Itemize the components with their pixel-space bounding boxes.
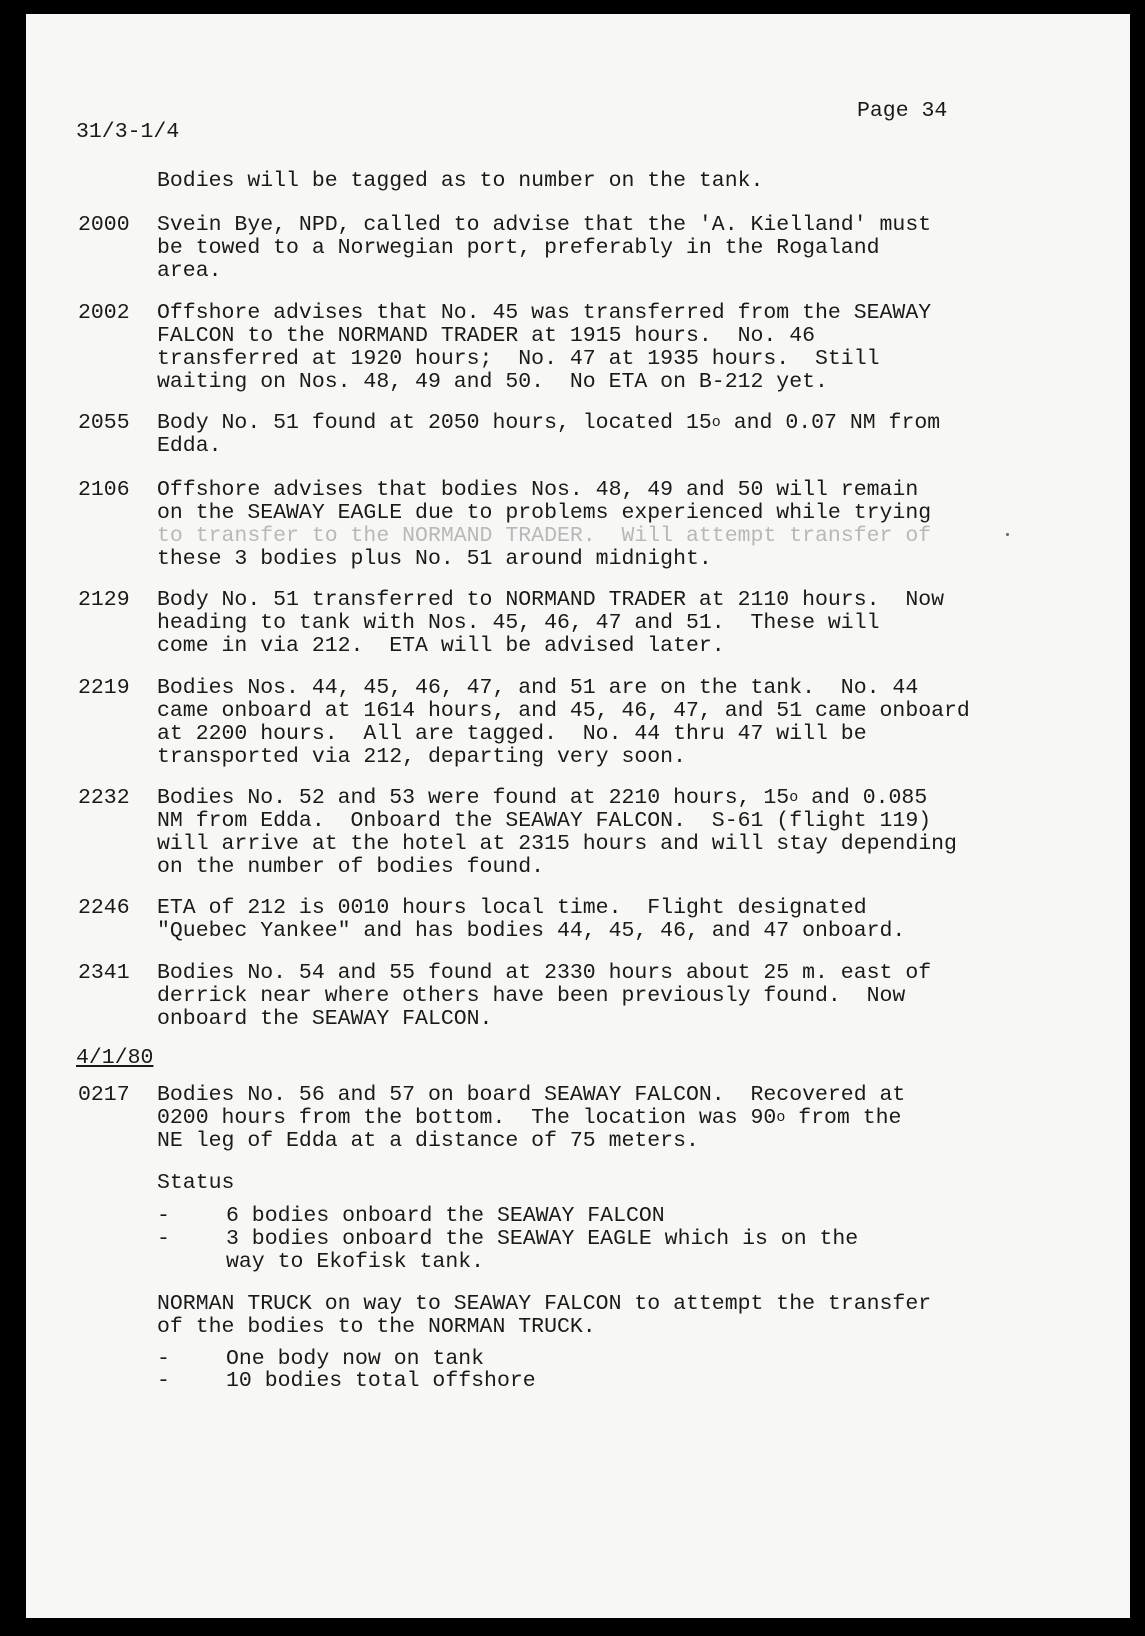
dash: - [157, 1204, 170, 1228]
text-line: "Quebec Yankee" and has bodies 44, 45, 46, and 47 onboard. [157, 919, 906, 943]
text-line: transferred at 1920 hours; No. 47 at 1935 hours. Still [157, 347, 880, 371]
text-line: be towed to a Norwegian port, preferably in the Rogaland [157, 236, 880, 260]
text-line: waiting on Nos. 48, 49 and 50. No ETA on B-212 yet. [157, 370, 828, 394]
dash: - [157, 1369, 170, 1393]
text-line: these 3 bodies plus No. 51 around midnight. [157, 547, 712, 571]
text-line: Body No. 51 transferred to NORMAND TRADER at 2110 hours. Now [157, 588, 945, 612]
entry-text [157, 479, 931, 571]
text-line: come in via 212. ETA will be advised later. [157, 634, 725, 658]
faded-text-line: to transfer to the NORMAND TRADER. Will attempt transfer of [157, 524, 932, 548]
entry-text [157, 214, 931, 283]
entry-time: 2219 [78, 676, 130, 700]
status-item [226, 1205, 665, 1228]
status-label: Status [157, 1171, 235, 1195]
text-line: on the number of bodies found. [157, 855, 545, 879]
entry-time: 0217 [78, 1083, 130, 1107]
entry-text [157, 412, 940, 458]
text-line: Offshore advises that No. 45 was transferred from the SEAWAY [157, 301, 932, 325]
text-line: Offshore advises that bodies Nos. 48, 49 and 50 will remain [157, 478, 919, 502]
text-line: Bodies No. 54 and 55 found at 2330 hours about 25 m. east of [157, 961, 932, 985]
text-line: Body No. 51 found at 2050 hours, located 15$^o$ and 0.07 NM from [157, 411, 941, 435]
document-page [26, 14, 1130, 1618]
text-line: Bodies Nos. 44, 45, 46, 47, and 51 are on the tank. No. 44 [157, 676, 919, 700]
text-line: NE leg of Edda at a distance of 75 meters. [157, 1129, 699, 1153]
text-line: FALCON to the NORMAND TRADER at 1915 hours. No. 46 [157, 324, 816, 348]
text-line: of the bodies to the NORMAN TRUCK. [157, 1315, 596, 1339]
text-line: Bodies No. 56 and 57 on board SEAWAY FALCON. Recovered at [157, 1083, 906, 1107]
text-line: heading to tank with Nos. 45, 46, 47 and 51. These will [157, 611, 880, 635]
text-line: at 2200 hours. All are tagged. No. 44 thru 47 will be [157, 722, 867, 746]
page-number: Page 34 [857, 99, 948, 123]
entry-time: 2002 [78, 301, 130, 325]
text-line: NM from Edda. Onboard the SEAWAY FALCON. S-61 (flight 119) [157, 809, 932, 833]
entry-text [157, 1084, 905, 1153]
intro-text: Bodies will be tagged as to number on the tank. [157, 169, 764, 193]
entry-text [157, 897, 905, 943]
text-line: on the SEAWAY EAGLE due to problems experienced while trying [157, 501, 932, 525]
final-item: One body now on tank [226, 1347, 485, 1371]
entry-time: 2106 [78, 478, 130, 502]
text-line: Bodies No. 52 and 53 were found at 2210 hours, 15$^o$ and 0.085 [157, 786, 928, 810]
text-line: Edda. [157, 434, 222, 458]
dash: - [157, 1347, 170, 1371]
speck [1006, 533, 1009, 536]
status-item [226, 1228, 858, 1274]
entry-text [157, 787, 957, 879]
text-line: transported via 212, departing very soon. [157, 745, 686, 769]
entry-time: 2232 [78, 786, 130, 810]
norman-truck-text [157, 1293, 931, 1339]
text-line: Svein Bye, NPD, called to advise that the 'A. Kielland' must [157, 213, 932, 237]
text-line: 0200 hours from the bottom. The location was 90$^o$ from the [157, 1106, 902, 1130]
degree-symbol: o [789, 789, 799, 806]
degree-symbol: o [776, 1109, 786, 1126]
entry-time: 2055 [78, 411, 130, 435]
text-line: area. [157, 259, 222, 283]
final-item: 10 bodies total offshore [226, 1369, 536, 1393]
entry-time: 2129 [78, 588, 130, 612]
entry-text [157, 589, 944, 658]
text-line: came onboard at 1614 hours, and 45, 46, 47, and 51 came onboard [157, 699, 970, 723]
text-line: derrick near where others have been previously found. Now [157, 984, 906, 1008]
text-line: way to Ekofisk tank. [226, 1250, 485, 1274]
section-date: 4/1/80 [76, 1046, 154, 1070]
text-line: NORMAN TRUCK on way to SEAWAY FALCON to attempt the transfer [157, 1292, 932, 1316]
entry-text [157, 677, 970, 769]
text-line: will arrive at the hotel at 2315 hours and will stay depending [157, 832, 957, 856]
text-line: 3 bodies onboard the SEAWAY EAGLE which is on the [226, 1227, 859, 1251]
text-line: 6 bodies onboard the SEAWAY FALCON [226, 1204, 665, 1228]
entry-text [157, 962, 931, 1031]
degree-symbol: o [711, 414, 721, 431]
entry-time: 2000 [78, 213, 130, 237]
text-line: ETA of 212 is 0010 hours local time. Flight designated [157, 896, 867, 920]
date-range: 31/3-1/4 [76, 120, 180, 144]
entry-time: 2341 [78, 961, 130, 985]
entry-text [157, 302, 931, 394]
text-line: onboard the SEAWAY FALCON. [157, 1007, 493, 1031]
dash: - [157, 1227, 170, 1251]
entry-time: 2246 [78, 896, 130, 920]
